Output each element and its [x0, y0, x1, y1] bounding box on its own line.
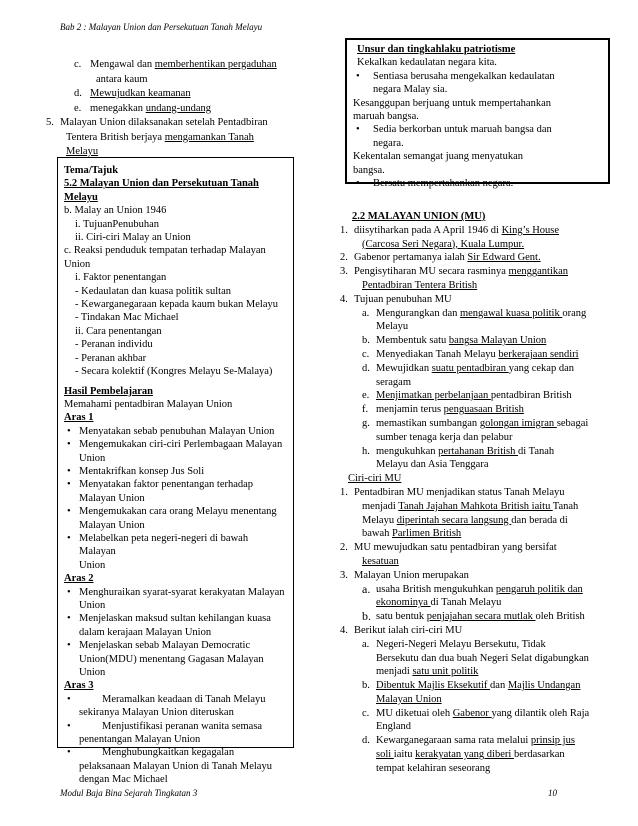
sub-item: a. Negeri-Negeri Melayu Bersekutu, Tidak [362, 638, 546, 650]
list-item-cont: antara kaum [96, 73, 148, 85]
bullet-item: • Bersatu mempertahankan negara. [353, 177, 604, 190]
list-item: d. Mewujudkan keamanan [74, 88, 191, 99]
outline-item: - Secara kolektif (Kongres Melayu Se-Malaya) [75, 366, 273, 378]
bullet-item: • Mengemukakan ciri-ciri Perlembagaan Malayan [64, 438, 287, 451]
sub-item-cont: sumber tenaga kerja dan pelabur [376, 431, 513, 443]
unsur-line: bangsa. [353, 164, 385, 176]
aras-1-label: Aras 1 [64, 412, 94, 424]
outline-item: i. Faktor penentangan [75, 272, 167, 284]
sub-item-cont: Melayu [376, 321, 409, 333]
list-item: 4. Berikut ialah ciri-ciri MU [340, 624, 463, 636]
list-item: 2. Gabenor pertamanya ialah Sir Edward Gent. [340, 252, 541, 264]
page-header: Bab 2 : Malayan Union dan Persekutuan Tanah Melayu [60, 22, 263, 32]
sub-item-cont: tempat kelahiran seseorang [376, 762, 491, 774]
topic-title-cont: Melayu [64, 191, 98, 203]
list-item: 4. Tujuan penubuhan MU [340, 293, 452, 305]
list-item-cont: Melayu [66, 146, 99, 157]
bullet-cont: sekiranya Malayan Union diteruskan [79, 707, 234, 719]
bullet-item: • Menjustifikasi peranan wanita semasa [64, 720, 287, 733]
outline-item: b. Malay an Union 1946 [64, 205, 167, 217]
bullet-cont: Union [79, 667, 106, 679]
unsur-title: Unsur dan tingkahlaku patriotisme [357, 44, 516, 55]
sub-item: b. Membentuk satu bangsa Malayan Union [362, 335, 547, 347]
sub-item-cont: seragam [376, 376, 411, 388]
outline-item: i. TujuanPenubuhan [75, 218, 160, 230]
topic-title: 5.2 Malayan Union dan Persekutuan Tanah [64, 178, 259, 190]
bullet-cont: dengan Mac Michael [79, 774, 168, 786]
hasil-text: Memahami pentadbiran Malayan Union [64, 398, 233, 410]
outline-item: - Kedaulatan dan kuasa politik sultan [75, 285, 231, 297]
tema-title: Tema/Tajuk [64, 165, 119, 176]
bullet-cont: negara. [373, 137, 404, 149]
list-item: c. Mengawal dan memberhentikan pergaduhan [74, 59, 277, 70]
outline-item: ii. Ciri-ciri Malay an Union [75, 232, 191, 244]
bullet-item: • Menghubungkaitkan kegagalan [64, 746, 287, 759]
outline-item: - Peranan individu [75, 339, 153, 351]
mu-section [340, 210, 610, 776]
page-footer: Modul Baja Bina Sejarah Tingkatan 3 [60, 788, 198, 798]
aras-3-label: Aras 3 [64, 680, 94, 692]
list-item: e. menegakkan undang-undang [74, 102, 212, 114]
outline-item: Union [64, 258, 91, 270]
bullet-cont: Union [79, 452, 106, 464]
bullet-item: • Menyatakan faktor penentangan terhadap [64, 478, 287, 491]
bullet-item: • Sentiasa berusaha mengekalkan kedaulatan [353, 70, 604, 83]
unsur-box [345, 38, 610, 190]
bullet-item: • Mentakrifkan konsep Jus Soli [64, 465, 287, 478]
list-item-cont: bawah Parlimen British [362, 528, 462, 540]
aras-2-label: Aras 2 [64, 573, 94, 585]
sub-item: g. memastikan sumbangan golongan imigran sebagai [362, 417, 589, 429]
bullet-item: • Menghuraikan syarat-syarat kerakyatan Malayan [64, 586, 287, 599]
sub-item: h. mengukuhkan pertahanan British di Tanah [362, 445, 555, 457]
sub-item: b. satu bentuk penjajahan secara mutlak oleh British [362, 609, 585, 624]
list-item-cont: kesatuan [362, 555, 399, 567]
outline-item: c. Reaksi penduduk tempatan terhadap Malayan [64, 245, 266, 257]
bullet-item: • Sedia berkorban untuk maruah bangsa dan [353, 123, 604, 136]
sub-item-cont: England [376, 721, 411, 733]
bullet-cont: negara Malay sia. [373, 84, 448, 96]
unsur-line: Kekalkan kedaulatan negara kita. [357, 57, 497, 69]
bullet-item: • Menyatakan sebab penubuhan Malayan Union [64, 425, 287, 438]
unsur-line: maruah bangsa. [353, 111, 419, 123]
bullet-cont: Malayan Union [79, 519, 145, 531]
bullet-cont: Malayan Union [79, 492, 145, 504]
list-item: 3. Pengisytiharan MU secara rasminya menggantikan [340, 266, 569, 278]
sub-item-cont: soli iaitu kerakyatan yang diberi berdasarkan [376, 749, 565, 761]
list-item: 3. Malayan Union merupakan [340, 569, 469, 581]
sub-item: a. usaha British mengukuhkan pengaruh politik dan [362, 581, 583, 596]
bullet-cont: dalam kerajaan Malayan Union [79, 626, 212, 638]
bullet-cont: pelaksanaan Malayan Union di Tanah Melayu [79, 760, 272, 772]
bullet-item: • Meramalkan keadaan di Tanah Melayu [64, 693, 287, 706]
hasil-title: Hasil Pembelajaran [64, 385, 153, 397]
section-title: 2.2 MALAYAN UNION (MU) [352, 211, 486, 222]
bullet-cont: Union [79, 559, 106, 571]
bullet-item: • Menjelaskan maksud sultan kehilangan kuasa [64, 612, 287, 625]
list-item: 1. Pentadbiran MU menjadikan status Tanah Melayu [340, 486, 565, 498]
outline-item: - Kewarganegaraan kepada kaum bukan Melayu [75, 299, 279, 311]
sub-item: c. MU diketuai oleh Gabenor yang dilantik oleh Raja [362, 707, 590, 719]
bullet-item: • Mengemukakan cara orang Melayu menentang [64, 505, 287, 518]
outline-item: ii. Cara penentangan [75, 325, 162, 337]
outline-item: - Tindakan Mac Michael [75, 312, 179, 324]
unsur-line: Kekentalan semangat juang menyatukan [353, 151, 523, 163]
bullet-cont: Union(MDU) menentang Gagasan Malayan [79, 653, 264, 665]
bullet-cont: Union [79, 600, 106, 611]
list-item-cont: menjadi Tanah Jajahan Mahkota British iaitu Tanah [362, 500, 579, 512]
list-item-cont: Tentera British berjaya mengamankan Tanah [66, 131, 254, 143]
sub-item: d. Mewujidkan suatu pentadbiran yang cekap dan [362, 362, 574, 374]
sub-item-cont: Bersekutu dan dua buah Negeri Selat digabungkan [376, 652, 589, 664]
ciri-title: Ciri-ciri MU [348, 473, 402, 485]
bullet-cont: penentangan Malayan Union [79, 734, 201, 746]
list-item-cont: (Carcosa Seri Negara), Kuala Lumpur. [362, 238, 525, 250]
left-list [46, 58, 300, 160]
sub-item: e. Menjimatkan perbelanjaan pentadbiran British [362, 390, 572, 402]
sub-item-cont: Malayan Union [376, 693, 442, 705]
list-item: 1. diisytiharkan pada A April 1946 di King’s House [340, 224, 560, 236]
list-item: 2. MU mewujudkan satu pentadbiran yang bersifat [340, 542, 557, 554]
bullet-item: • Menjelaskan sebab Malayan Democratic [64, 639, 287, 652]
sub-item: d. Kewarganegaraan sama rata melalui prinsip jus [362, 735, 575, 747]
unsur-line: Kesanggupan berjuang untuk mempertahankan [353, 97, 551, 109]
tema-box [57, 157, 294, 786]
list-item-cont: Pentadbiran Tentera British [362, 279, 478, 291]
sub-item-cont: ekonominya di Tanah Melayu [376, 597, 502, 609]
sub-item: f. menjamin terus penguasaan British [362, 404, 524, 416]
sub-item: c. Menyediakan Tanah Melayu berkerajaan sendiri [362, 348, 579, 360]
sub-item: b. Dibentuk Majlis Eksekutif dan Majlis Undangan [362, 680, 581, 692]
list-item-cont: Melayu diperintah secara langsung dan berada di [362, 514, 568, 526]
outline-item: - Peranan akhbar [75, 352, 147, 364]
sub-item-cont: menjadi satu unit politik [376, 666, 479, 678]
list-item: 5. Malayan Union dilaksanakan setelah Pentadbiran [46, 117, 268, 128]
page-number: 10 [548, 788, 557, 798]
bullet-item: • Melabelkan peta negeri-negeri di bawah Malayan [64, 532, 287, 559]
sub-item: a. Mengurangkan dan mengawal kuasa politik orang [362, 307, 587, 319]
sub-item-cont: Melayu dan Asia Tenggara [376, 459, 489, 471]
